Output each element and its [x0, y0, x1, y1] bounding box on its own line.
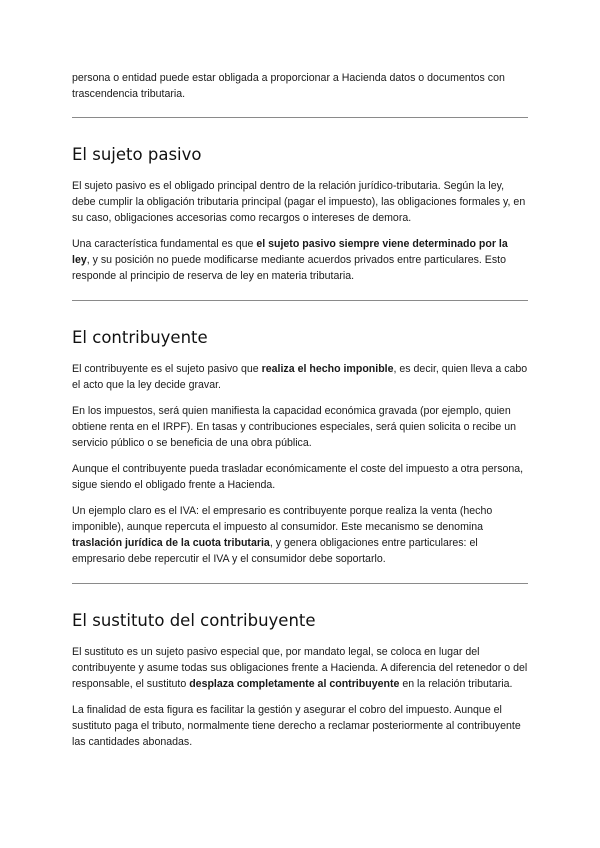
section-divider: [72, 117, 528, 118]
bold-emphasis: el sujeto pasivo siempre viene determinado por la ley: [72, 238, 508, 266]
document-content: [72, 70, 528, 760]
bold-emphasis: traslación jurídica de la cuota tributaria: [72, 537, 270, 549]
bold-emphasis: realiza el hecho imponible: [261, 363, 394, 375]
paragraph: La finalidad de esta figura es facilitar la gestión y asegurar el cobro del impuesto. Aunque el sustituto paga el tributo, normalmente tiene derecho a reclamar posteriormente al contribuyente las cantidades abonadas.: [72, 704, 521, 748]
paragraph: Aunque el contribuyente pueda trasladar económicamente el coste del impuesto a otra persona, sigue siendo el obligado frente a Hacienda.: [72, 463, 524, 491]
heading-sustituto: El sustituto del contribuyente: [72, 611, 316, 630]
intro-paragraph: persona o entidad puede estar obligada a proporcionar a Hacienda datos o documentos con trascendencia tributaria.: [72, 72, 505, 100]
section-divider: [72, 583, 528, 584]
paragraph: En los impuestos, será quien manifiesta la capacidad económica gravada (por ejemplo, quien obtiene renta en el IRPF). En tasas y contribuciones especiales, será quien solicita o recibe un servicio público o se beneficia de una obra pública.: [72, 405, 517, 449]
heading-contribuyente: El contribuyente: [72, 328, 208, 347]
paragraph: El sustituto es un sujeto pasivo especial que, por mandato legal, se coloca en lugar del contribuyente y asume todas sus obligaciones frente a Hacienda. A diferencia del retenedor o del responsable, el sustituto desplaza completamente al contribuyente en la relación tributaria.: [72, 646, 528, 690]
bold-emphasis: desplaza completamente al contribuyente: [189, 678, 400, 690]
paragraph: El contribuyente es el sujeto pasivo que realiza el hecho imponible, es decir, quien lleva a cabo el acto que la ley decide gravar.: [72, 363, 528, 391]
paragraph: El sujeto pasivo es el obligado principal dentro de la relación jurídico-tributaria. Según la ley, debe cumplir la obligación tributaria principal (pagar el impuesto), las obligaciones formales y, en su caso, obligaciones accesorias como recargos o intereses de demora.: [72, 180, 526, 224]
section-divider: [72, 300, 528, 301]
heading-sujeto-pasivo: El sujeto pasivo: [72, 145, 202, 164]
paragraph: Una característica fundamental es que el sujeto pasivo siempre viene determinado por la ley, y su posición no puede modificarse mediante acuerdos privados entre particulares. Esto responde al principio de reserva de ley en materia tributaria.: [72, 238, 508, 282]
paragraph: Un ejemplo claro es el IVA: el empresario es contribuyente porque realiza la venta (hecho imponible), aunque repercuta el impuesto al consumidor. Este mecanismo se denomina traslación jurídica de la cuota tributaria, y genera obligaciones entre particulares: el empresario debe repercutir el IVA y el consumidor debe soportarlo.: [72, 505, 493, 565]
